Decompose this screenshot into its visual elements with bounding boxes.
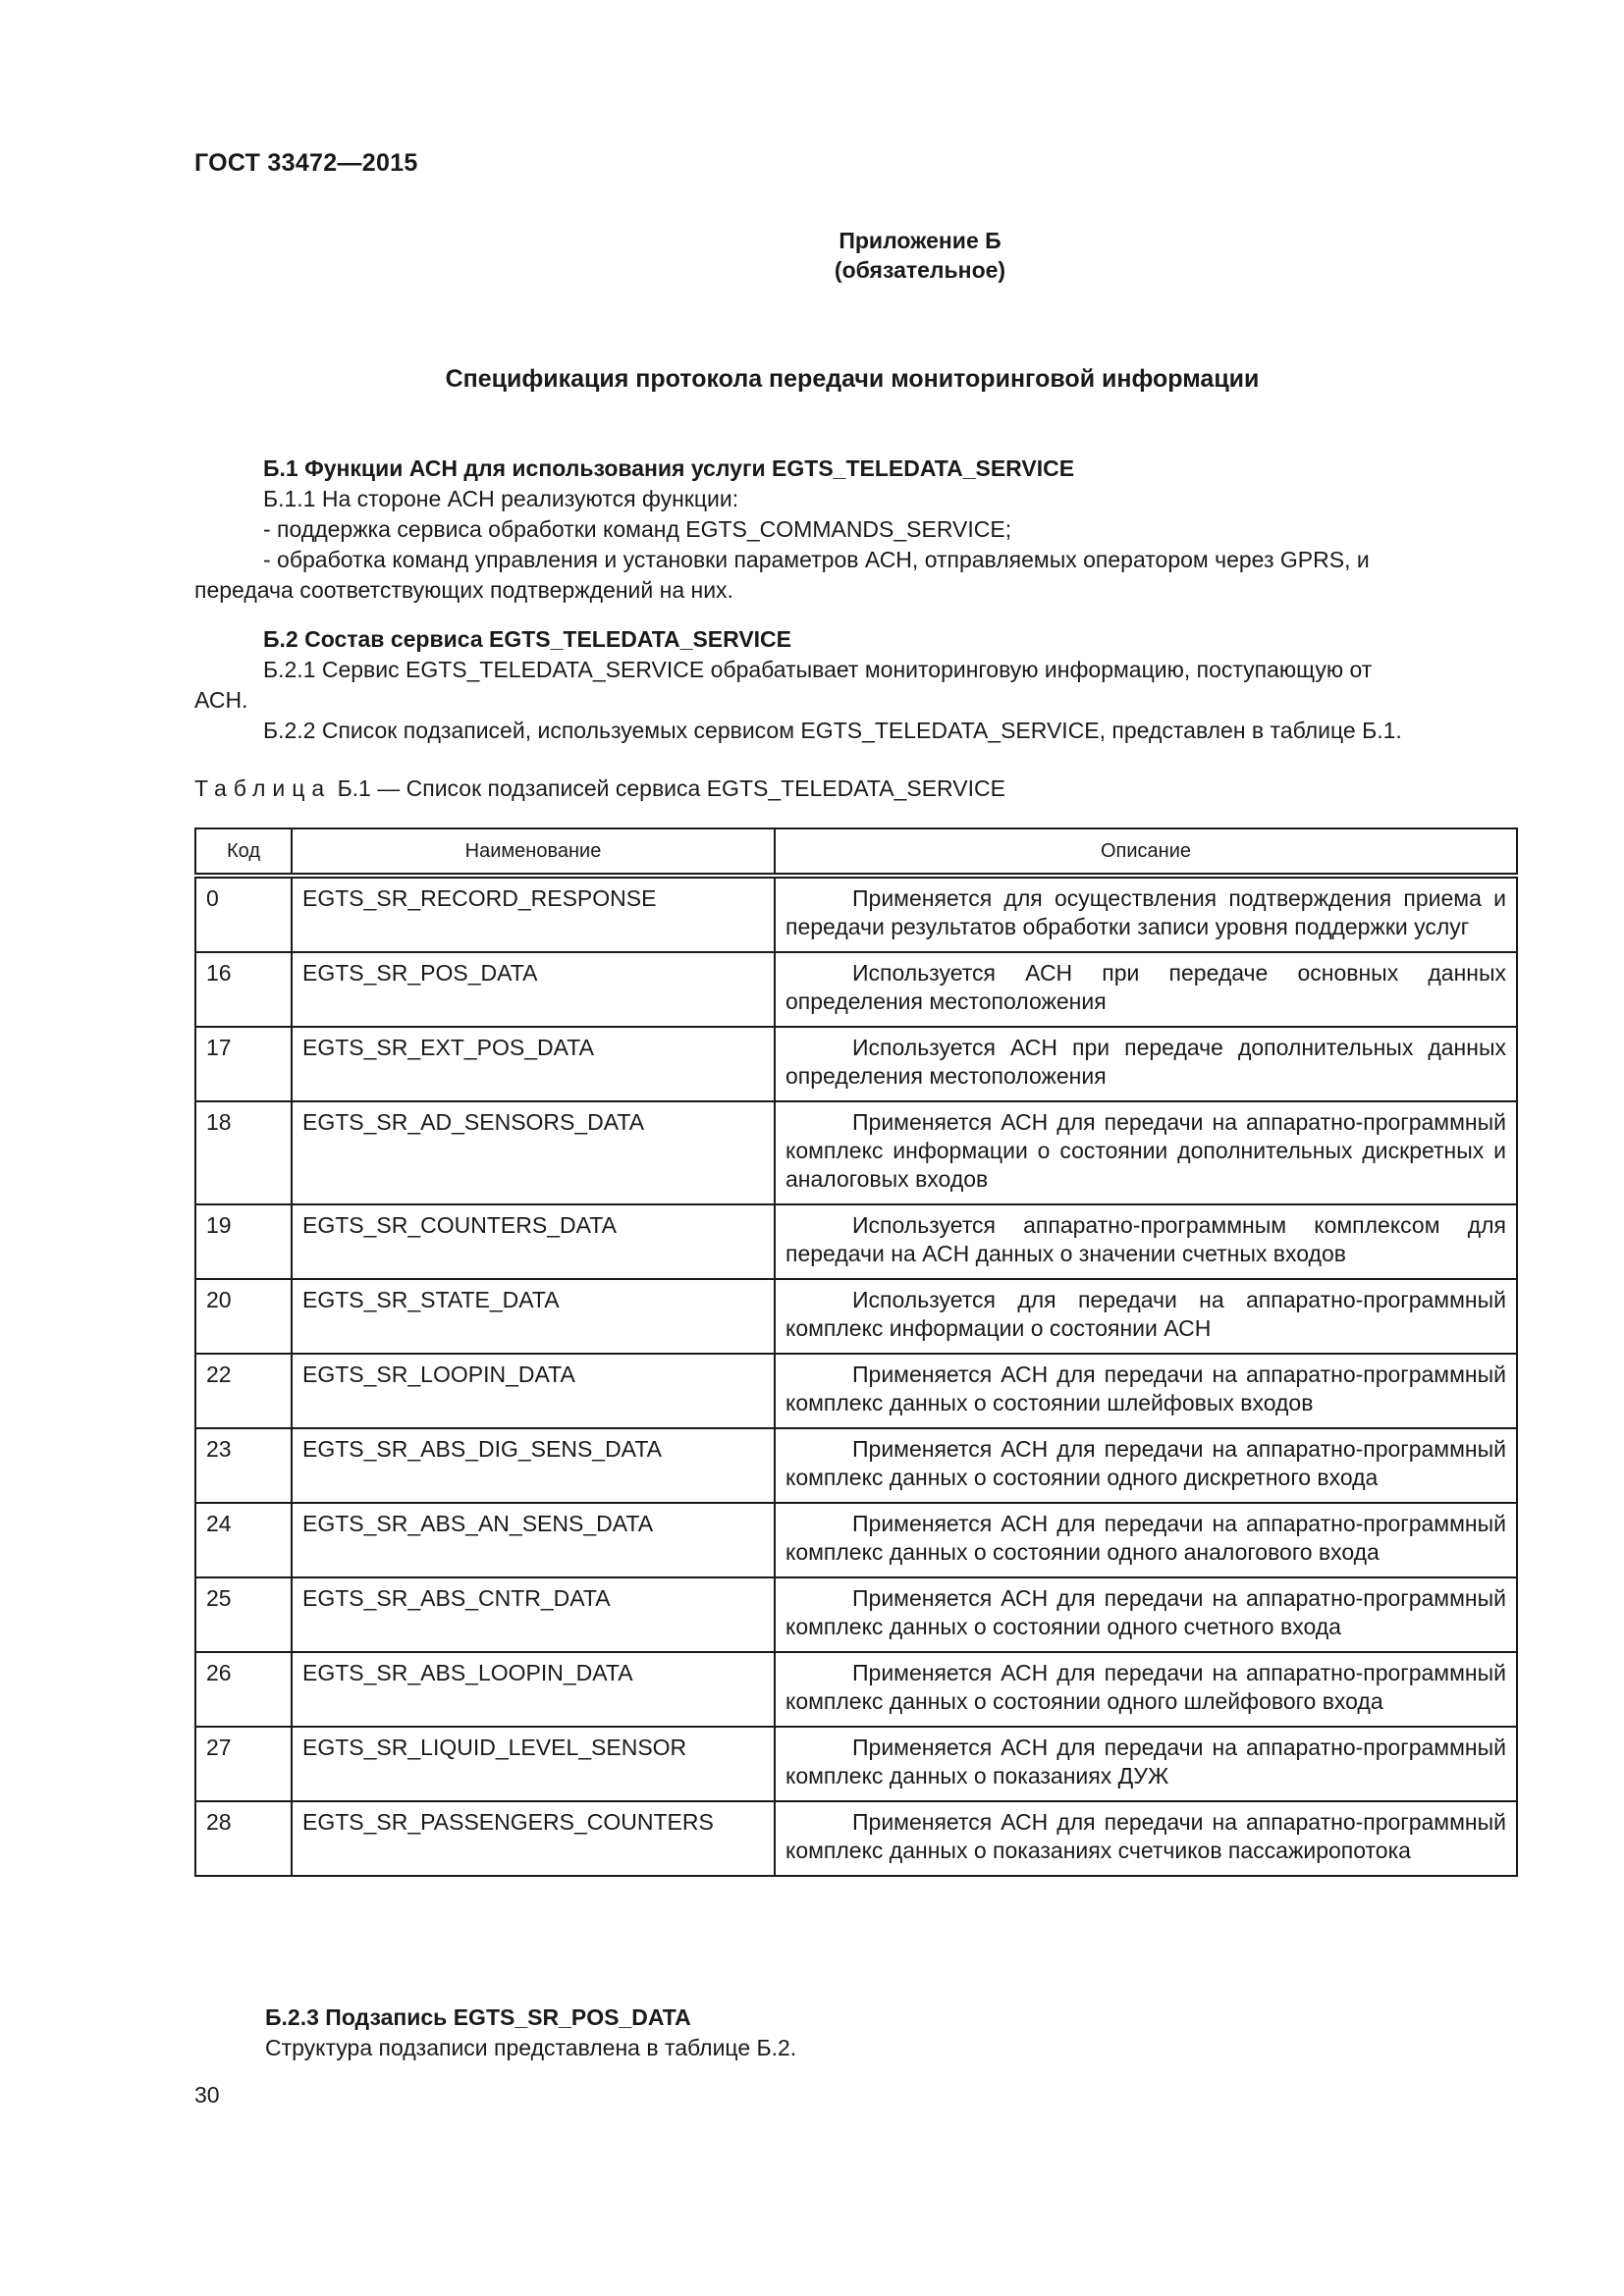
cell-description [775,1101,1517,1204]
cell-description [775,1727,1517,1801]
description-text: Используется АСН при передаче дополнительных данных определения местоположения [785,1035,1506,1089]
cell-description [775,1577,1517,1652]
cell-description [775,1354,1517,1428]
description-text: Применяется АСН для передачи на аппаратно-программный комплекс данных о состоянии одного счетного входа [785,1585,1506,1639]
table-row [195,952,1517,1027]
cell-code: 26 [195,1652,292,1727]
cell-code: 17 [195,1027,292,1101]
list-item-line: - обработка команд управления и установки параметров АСН, отправляемых оператором через GPRS, и [263,547,1370,572]
cell-name: EGTS_SR_ABS_CNTR_DATA [292,1577,775,1652]
cell-code: 28 [195,1801,292,1876]
cell-code: 0 [195,876,292,952]
cell-code: 27 [195,1727,292,1801]
annex-title: Приложение Б [839,228,1001,253]
cell-description [775,1503,1517,1577]
table-header-row [195,828,1517,876]
page-number: 30 [194,2082,220,2108]
table-caption-text: Б.1 — Список подзаписей сервиса EGTS_TELEDATA_SERVICE [331,775,1005,801]
cell-code: 19 [195,1204,292,1279]
table-row [195,1577,1517,1652]
table-row [195,1503,1517,1577]
cell-name: EGTS_SR_STATE_DATA [292,1279,775,1354]
cell-description [775,952,1517,1027]
table-caption [194,775,1005,802]
cell-code: 16 [195,952,292,1027]
section-b2-3 [265,2002,796,2063]
table-row [195,876,1517,952]
list-item-commands-service: - поддержка сервиса обработки команд EGTS_COMMANDS_SERVICE; [263,516,1012,542]
column-header-code: Код [195,828,292,876]
cell-name: EGTS_SR_ABS_DIG_SENS_DATA [292,1428,775,1503]
clause-b1-1: Б.1.1 На стороне АСН реализуются функции: [263,486,739,511]
list-item-commands-processing [194,545,1510,575]
cell-description [775,1652,1517,1727]
table-row [195,1354,1517,1428]
description-text: Применяется АСН для передачи на аппаратно-программный комплекс данных о показаниях ДУЖ [785,1735,1506,1789]
section-b2 [194,624,1510,746]
description-text: Применяется АСН для передачи на аппаратно-программный комплекс данных о состоянии одного аналогового входа [785,1511,1506,1565]
list-item-continuation: передача соответствующих подтверждений на них. [194,577,733,603]
document-title: Спецификация протокола передачи мониторинговой информации [445,365,1260,393]
table-row [195,1652,1517,1727]
table-row [195,1727,1517,1801]
cell-name: EGTS_SR_AD_SENSORS_DATA [292,1101,775,1204]
cell-code: 24 [195,1503,292,1577]
column-header-name: Наименование [292,828,775,876]
description-text: Применяется АСН для передачи на аппаратно-программный комплекс данных о состоянии одного шлейфового входа [785,1660,1506,1714]
standard-designation: ГОСТ 33472—2015 [194,149,418,177]
cell-code: 23 [195,1428,292,1503]
cell-code: 20 [195,1279,292,1354]
cell-name: EGTS_SR_ABS_LOOPIN_DATA [292,1652,775,1727]
table-row [195,1204,1517,1279]
cell-code: 25 [195,1577,292,1652]
clause-b2-2: Б.2.2 Список подзаписей, используемых сервисом EGTS_TELEDATA_SERVICE, представлен в таблице Б.1. [263,718,1402,743]
clause-b2-1 [194,655,1510,685]
cell-description [775,1801,1517,1876]
description-text: Применяется АСН для передачи на аппаратно-программный комплекс данных о показаниях счетчиков пассажиропотока [785,1809,1506,1863]
section-b1 [194,454,1510,606]
description-text: Применяется для осуществления подтверждения приема и передачи результатов обработки записи уровня поддержки услуг [785,885,1506,939]
cell-name: EGTS_SR_RECORD_RESPONSE [292,876,775,952]
subrecords-table [194,828,1518,1877]
cell-name: EGTS_SR_ABS_AN_SENS_DATA [292,1503,775,1577]
cell-name: EGTS_SR_COUNTERS_DATA [292,1204,775,1279]
cell-description [775,1428,1517,1503]
cell-code: 18 [195,1101,292,1204]
cell-name: EGTS_SR_POS_DATA [292,952,775,1027]
cell-code: 22 [195,1354,292,1428]
table-caption-label: Таблица [194,775,332,801]
cell-name: EGTS_SR_LOOPIN_DATA [292,1354,775,1428]
section-b1-heading: Б.1 Функции АСН для использования услуги EGTS_TELEDATA_SERVICE [263,455,1075,481]
section-b2-3-text: Структура подзаписи представлена в таблице Б.2. [265,2035,797,2060]
cell-description [775,1027,1517,1101]
section-b2-3-heading: Б.2.3 Подзапись EGTS_SR_POS_DATA [265,2004,691,2030]
cell-name: EGTS_SR_PASSENGERS_COUNTERS [292,1801,775,1876]
table-row [195,1801,1517,1876]
table-row [195,1279,1517,1354]
table-row [195,1101,1517,1204]
table-row [195,1428,1517,1503]
clause-line: Б.2.1 Сервис EGTS_TELEDATA_SERVICE обрабатывает мониторинговую информацию, поступающую от [263,657,1373,682]
cell-description [775,1279,1517,1354]
annex-status: (обязательное) [834,257,1006,283]
cell-description [775,876,1517,952]
cell-description [775,1204,1517,1279]
description-text: Используется для передачи на аппаратно-программный комплекс информации о состоянии АСН [785,1287,1506,1341]
description-text: Применяется АСН для передачи на аппаратно-программный комплекс данных о состоянии одного дискретного входа [785,1436,1506,1490]
clause-b2-1-continuation: АСН. [194,687,248,713]
description-text: Применяется АСН для передачи на аппаратно-программный комплекс данных о состоянии шлейфовых входов [785,1362,1506,1415]
section-b2-heading: Б.2 Состав сервиса EGTS_TELEDATA_SERVICE [263,626,792,652]
description-text: Используется АСН при передаче основных данных определения местоположения [785,960,1506,1014]
cell-name: EGTS_SR_LIQUID_LEVEL_SENSOR [292,1727,775,1801]
description-text: Используется аппаратно-программным комплексом для передачи на АСН данных о значении счетных входов [785,1212,1506,1266]
column-header-description: Описание [775,828,1517,876]
cell-name: EGTS_SR_EXT_POS_DATA [292,1027,775,1101]
description-text: Применяется АСН для передачи на аппаратно-программный комплекс информации о состоянии дополнительных дискретных и аналоговых входов [785,1109,1506,1192]
table-row [195,1027,1517,1101]
annex-heading [0,226,1624,285]
